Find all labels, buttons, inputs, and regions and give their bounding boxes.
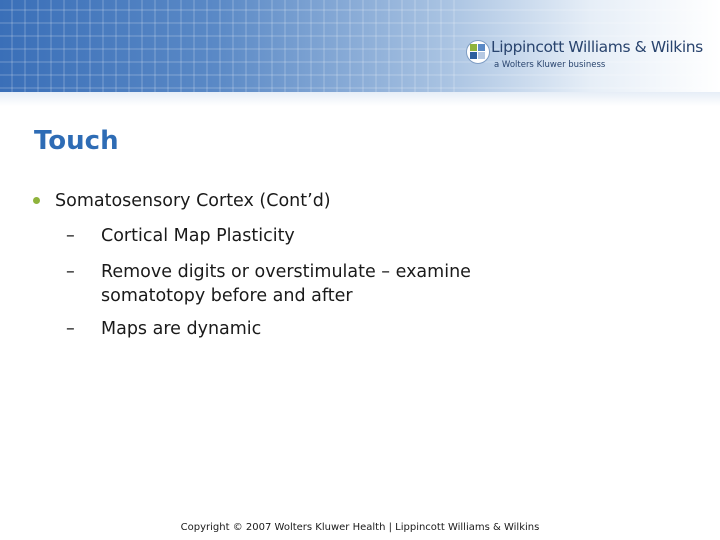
sub-item	[66, 317, 666, 341]
dash-marker: –	[66, 319, 75, 339]
sub-item-text: Remove digits or overstimulate – examine somatotopy before and after	[101, 262, 471, 306]
logo-tagline: a Wolters Kluwer business	[494, 60, 606, 70]
sub-item-text: Maps are dynamic	[101, 319, 262, 339]
bullet-text: Somatosensory Cortex (Cont’d)	[55, 191, 331, 211]
header-fade	[0, 92, 720, 106]
copyright-footer	[0, 522, 720, 533]
slide-title: Touch	[34, 126, 119, 156]
publisher-logo	[465, 37, 710, 77]
sub-item-text: Cortical Map Plasticity	[101, 226, 295, 246]
sub-item	[66, 260, 666, 308]
dash-marker: –	[66, 262, 75, 282]
copyright-text: Copyright © 2007 Wolters Kluwer Health | Lippincott Williams & Wilkins	[180, 522, 540, 533]
dash-marker: –	[66, 226, 75, 246]
logo-name: Lippincott Williams & Wilkins	[491, 38, 703, 56]
sub-item	[66, 224, 666, 248]
bullet-dot-icon	[33, 197, 40, 204]
lww-logo-icon	[465, 39, 491, 65]
